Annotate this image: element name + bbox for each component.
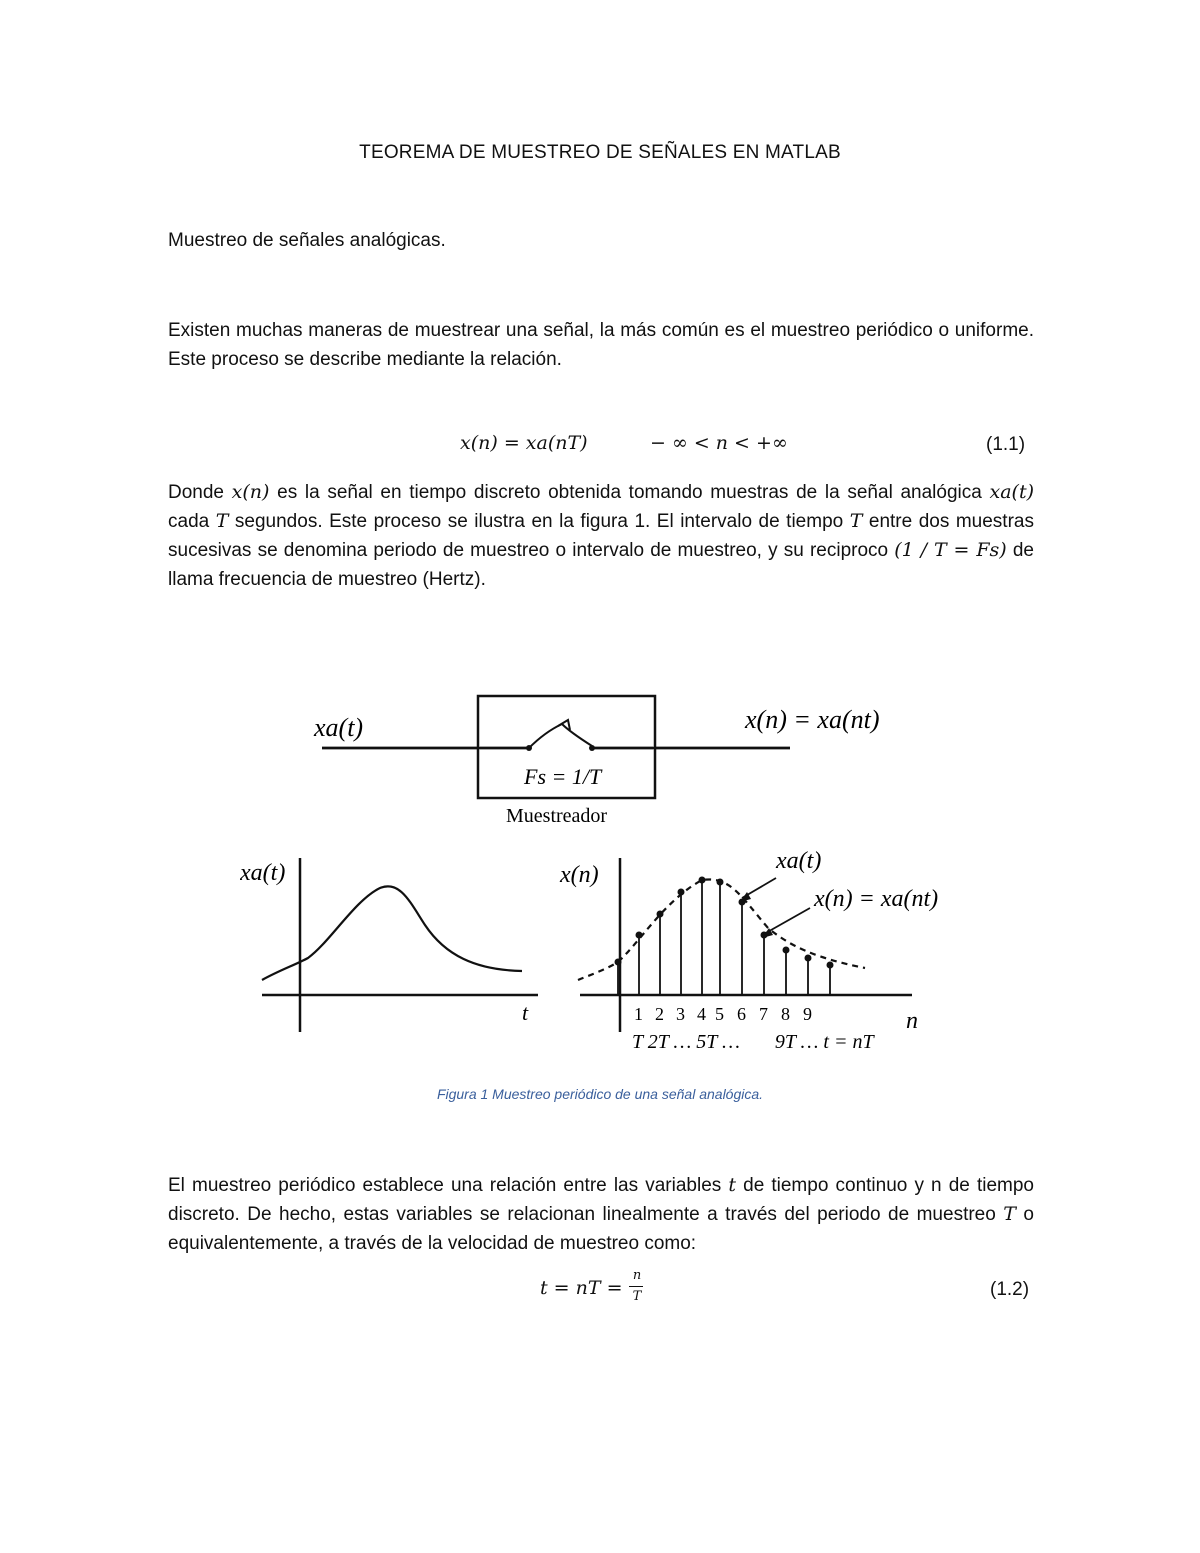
n-tick-label: 7 <box>759 1004 768 1024</box>
text-segment: de llama frecuencia de muestreo (Hertz). <box>168 540 1034 590</box>
paragraph-definition <box>168 478 1034 594</box>
n-tick-label: 2 <box>655 1004 664 1024</box>
n-tick-label: 1 <box>634 1004 643 1024</box>
math-inline: T <box>1003 1203 1016 1225</box>
right-y-label: x(n) <box>560 862 599 888</box>
paragraph-relation <box>168 1171 1034 1258</box>
equation-1-2-numerator: n <box>632 1268 642 1283</box>
sample-point <box>827 962 834 969</box>
sample-point <box>657 911 664 918</box>
figure-sampling-diagram <box>240 680 980 1060</box>
section-heading: Muestreo de señales analógicas. <box>168 230 446 251</box>
text-segment: El muestreo periódico establece una relación entre las variables <box>168 1175 729 1196</box>
samples-annotation: x(n) = xa(nt) <box>814 886 939 912</box>
sample-point <box>717 879 724 886</box>
text-segment: Donde <box>168 482 232 503</box>
input-signal-label: xa(t) <box>314 713 364 742</box>
document-title: TEOREMA DE MUESTREO DE SEÑALES EN MATLAB <box>359 142 841 163</box>
text-segment: de tiempo continuo y n de tiempo discreto. De hecho, estas variables se relacionan linealmente a través del periodo de muestreo <box>168 1175 1034 1225</box>
sample-point <box>678 889 685 896</box>
n-tick-label: 6 <box>737 1004 746 1024</box>
sample-point <box>615 959 622 966</box>
n-tick-label: 3 <box>676 1004 685 1024</box>
n-tick-label: 4 <box>697 1004 706 1024</box>
text-segment: cada <box>168 511 216 532</box>
n-tick-label: 8 <box>781 1004 790 1024</box>
sample-point <box>783 947 790 954</box>
n-axis-label: n <box>906 1008 918 1034</box>
sample-point <box>636 932 643 939</box>
equation-1-1-range: − ∞ < n < +∞ <box>650 432 788 454</box>
sample-point <box>805 955 812 962</box>
text-segment: o equivalentemente, a través de la velocidad de muestreo como: <box>168 1204 1034 1254</box>
curve-annotation: xa(t) <box>776 848 822 874</box>
math-inline: (1 / T = Fs) <box>894 539 1007 561</box>
math-inline: xa(t) <box>989 481 1034 503</box>
n-tick-labels <box>634 1004 812 1024</box>
text-segment: segundos. Este proceso se ilustra en la figura 1. El intervalo de tiempo <box>228 511 850 532</box>
equation-1-1-number: (1.1) <box>986 434 1026 455</box>
n-tick-label: 9 <box>803 1004 812 1024</box>
output-signal-label: x(n) = xa(nt) <box>745 705 880 734</box>
equation-1-1-lhs: x(n) = xa(nT) <box>460 432 588 454</box>
left-x-label: t <box>522 1000 529 1025</box>
math-inline: T <box>215 510 229 532</box>
equation-1-2-denominator: T <box>632 1289 642 1304</box>
text-segment: entre dos muestras sucesivas se denomina periodo de muestreo o intervalo de muestreo, y su reciproco <box>168 511 1034 561</box>
sampler-label: Muestreador <box>506 805 608 827</box>
sample-stems <box>615 877 834 996</box>
text-segment: es la señal en tiempo discreto obtenida tomando muestras de la señal analógica <box>269 482 990 503</box>
math-inline: t <box>728 1174 737 1196</box>
fraction-bar <box>629 1286 643 1287</box>
math-inline: T <box>849 510 863 532</box>
sample-point <box>699 877 706 884</box>
paragraph-intro: Existen muchas maneras de muestrear una señal, la más común es el muestreo periódico o uniforme. Este proceso se describe mediante la relación. <box>168 320 1034 370</box>
math-inline: x(n) <box>231 481 270 503</box>
left-y-label: xa(t) <box>240 860 286 886</box>
annotation-arrow <box>764 908 810 934</box>
n-tick-label: 5 <box>715 1004 724 1024</box>
equation-1-2-lhs: t = nT = <box>540 1277 623 1299</box>
equation-1-2-number: (1.2) <box>990 1279 1030 1300</box>
figure-caption: Figura 1 Muestreo periódico de una señal analógica. <box>436 1086 764 1102</box>
sampling-frequency-label: Fs = 1/T <box>524 764 602 789</box>
time-axis-relation: T 2T … 5T … 9T … t = nT <box>632 1031 874 1053</box>
